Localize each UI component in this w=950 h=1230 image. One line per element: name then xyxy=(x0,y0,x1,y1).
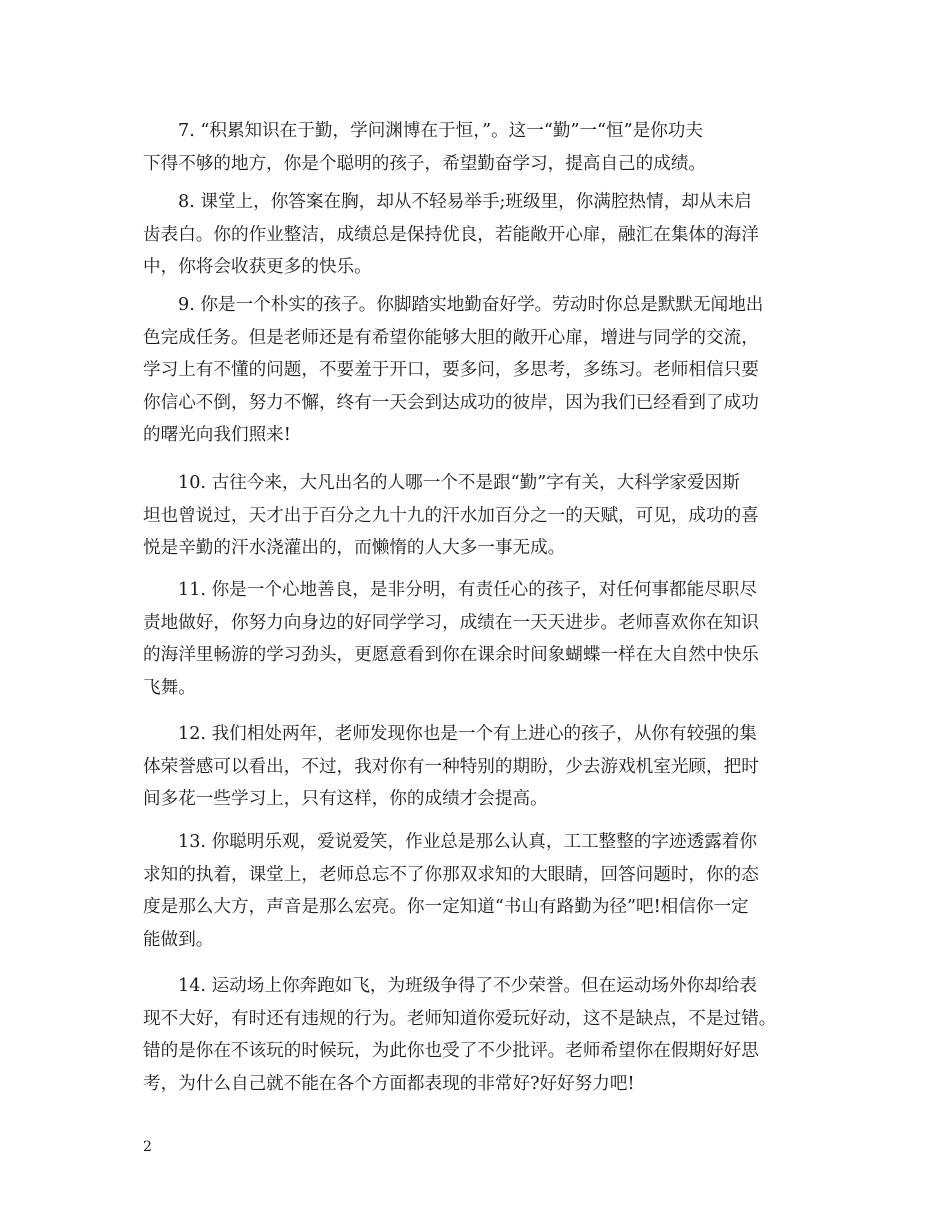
paragraph-line: 的曙光向我们照来! xyxy=(143,425,291,446)
paragraph-11 xyxy=(143,574,823,704)
paragraph-line: 错的是你在不该玩的时候玩，为此你也受了不少批评。老师希望你在假期好好思 xyxy=(143,1041,759,1062)
paragraph-line: 你信心不倒，努力不懈，终有一天会到达成功的彼岸，因为我们已经看到了成功 xyxy=(143,392,759,413)
paragraph-line: 10. 古往今来，大凡出名的人哪一个不是跟“勤”字有关，大科学家爱因斯 xyxy=(178,473,740,493)
paragraph-line: 求知的执着，课堂上，老师总忘不了你那双求知的大眼睛，回答问题时，你的态 xyxy=(143,864,759,885)
paragraph-line: 8. 课堂上，你答案在胸，却从不轻易举手;班级里，你满腔热情，却从未启 xyxy=(178,192,752,212)
paragraph-line: 能做到。 xyxy=(143,929,214,950)
paragraph-line: 13. 你聪明乐观，爱说爱笑，作业总是那么认真，工工整整的字迹透露着你 xyxy=(178,832,757,852)
paragraph-line: 7. “积累知识在于勤，学问渊博在于恒，”。这一“勤”一“恒”是你功夫 xyxy=(178,121,703,141)
paragraph-line: 中，你将会收获更多的快乐。 xyxy=(143,257,372,278)
paragraph-line: 考，为什么自己就不能在各个方面都表现的非常好?好好努力吧! xyxy=(143,1073,635,1094)
paragraph-line: 14. 运动场上你奔跑如飞，为班级争得了不少荣誉。但在运动场外你却给表 xyxy=(178,976,757,996)
page-number: 2 xyxy=(143,1139,152,1155)
paragraph-line: 现不大好，有时还有违规的行为。老师知道你爱玩好动，这不是缺点，不是过错。 xyxy=(143,1008,777,1029)
paragraph-line: 9. 你是一个朴实的孩子。你脚踏实地勤奋好学。劳动时你总是默默无闻地出 xyxy=(178,295,764,315)
paragraph-line: 责地做好，你努力向身边的好同学学习，成绩在一天天进步。老师喜欢你在知识 xyxy=(143,612,759,633)
paragraph-line: 飞舞。 xyxy=(143,677,196,698)
paragraph-line: 体荣誉感可以看出，不过，我对你有一种特别的期盼，少去游戏机室光顾，把时 xyxy=(143,756,759,777)
paragraph-13 xyxy=(143,826,823,956)
paragraph-line: 学习上有不懂的问题，不要羞于开口，要多问，多思考，多练习。老师相信只要 xyxy=(143,360,759,381)
paragraph-line: 度是那么大方，声音是那么宏亮。你一定知道“书山有路勤为径”吧!相信你一定 xyxy=(143,897,749,918)
paragraph-line: 11. 你是一个心地善良，是非分明，有责任心的孩子，对任何事都能尽职尽 xyxy=(178,580,757,600)
paragraph-line: 悦是辛勤的汗水浇灌出的，而懒惰的人大多一事无成。 xyxy=(143,538,566,559)
paragraph-8 xyxy=(143,186,823,284)
paragraph-line: 色完成任务。但是老师还是有希望你能够大胆的敞开心扉，增进与同学的交流， xyxy=(143,327,759,348)
paragraph-10 xyxy=(143,467,823,565)
paragraph-14 xyxy=(143,970,823,1100)
paragraph-line: 间多花一些学习上，只有这样，你的成绩才会提高。 xyxy=(143,789,548,810)
paragraph-12 xyxy=(143,718,823,816)
paragraph-line: 下得不够的地方，你是个聪明的孩子，希望勤奋学习，提高自己的成绩。 xyxy=(143,153,707,174)
paragraph-line: 12. 我们相处两年，老师发现你也是一个有上进心的孩子，从你有较强的集 xyxy=(178,724,757,744)
paragraph-line: 齿表白。你的作业整洁，成绩总是保持优良，若能敞开心扉，融汇在集体的海洋 xyxy=(143,224,759,245)
paragraph-line: 的海洋里畅游的学习劲头，更愿意看到你在课余时间象蝴蝶一样在大自然中快乐 xyxy=(143,645,759,666)
paragraph-7 xyxy=(143,115,823,180)
paragraph-9 xyxy=(143,289,823,452)
paragraph-line: 坦也曾说过，天才出于百分之九十九的汗水加百分之一的天赋，可见，成功的喜 xyxy=(143,505,759,526)
